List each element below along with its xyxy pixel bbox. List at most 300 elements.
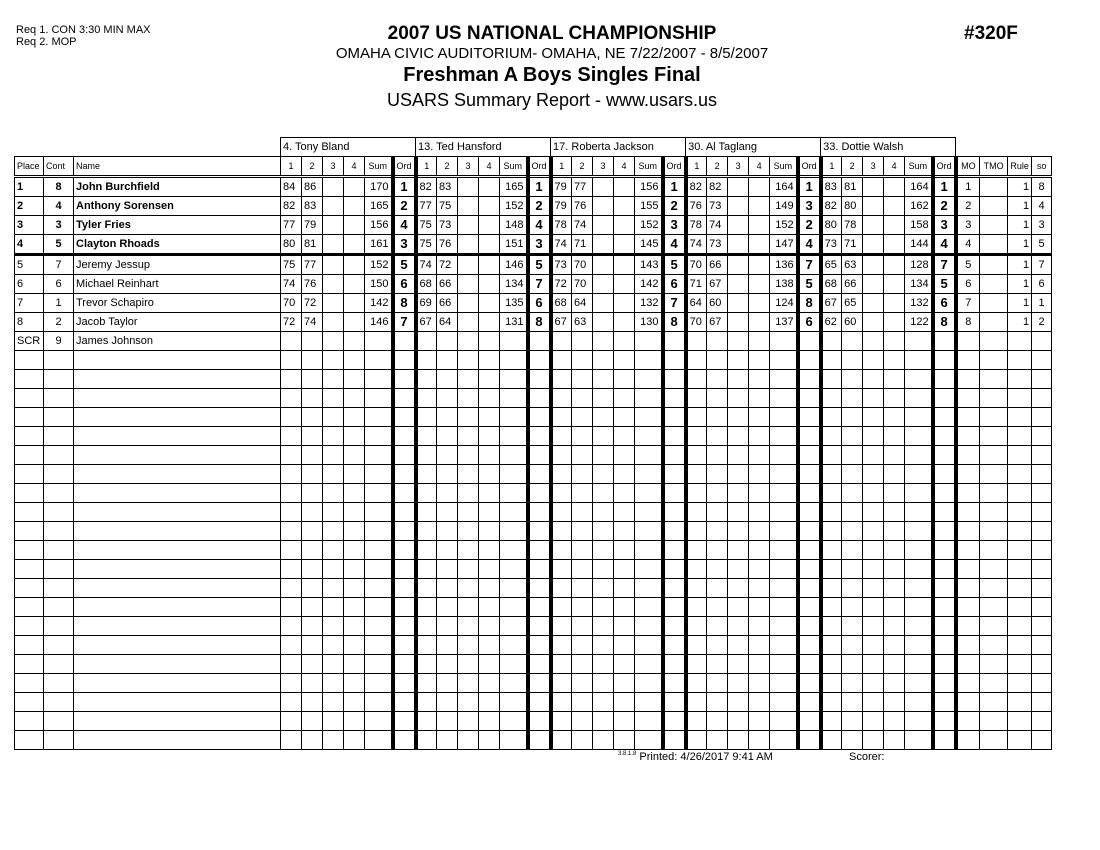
skater-name: John Burchfield bbox=[74, 177, 281, 197]
empty-cell bbox=[614, 427, 635, 446]
empty-cell bbox=[281, 541, 302, 560]
empty-cell bbox=[44, 446, 74, 465]
empty-cell bbox=[635, 389, 663, 408]
ordinal: 8 bbox=[528, 313, 551, 332]
empty-cell bbox=[798, 560, 821, 579]
empty-cell bbox=[686, 598, 707, 617]
empty-cell bbox=[344, 408, 365, 427]
empty-cell bbox=[614, 484, 635, 503]
score-1: 82 bbox=[416, 177, 437, 197]
empty-cell bbox=[458, 351, 479, 370]
ordinal: 2 bbox=[933, 197, 956, 216]
empty-cell bbox=[572, 617, 593, 636]
empty-cell bbox=[437, 408, 458, 427]
score-3 bbox=[458, 197, 479, 216]
score-1: 80 bbox=[821, 216, 842, 235]
empty-cell bbox=[365, 560, 393, 579]
empty-cell bbox=[416, 674, 437, 693]
empty-cell bbox=[281, 674, 302, 693]
empty-cell bbox=[365, 351, 393, 370]
empty-cell bbox=[74, 503, 281, 522]
empty-cell bbox=[956, 636, 980, 655]
empty-cell bbox=[437, 351, 458, 370]
empty-cell bbox=[44, 465, 74, 484]
empty-cell bbox=[44, 731, 74, 750]
empty-cell bbox=[551, 465, 572, 484]
empty-cell bbox=[842, 446, 863, 465]
empty-cell bbox=[884, 484, 905, 503]
empty-cell bbox=[635, 465, 663, 484]
ordinal: 6 bbox=[528, 294, 551, 313]
score-3 bbox=[458, 275, 479, 294]
empty-cell bbox=[74, 712, 281, 731]
score-sum bbox=[635, 332, 663, 351]
empty-cell bbox=[956, 541, 980, 560]
ordinal: 1 bbox=[933, 177, 956, 197]
empty-cell bbox=[614, 712, 635, 731]
empty-cell bbox=[393, 560, 416, 579]
majority-ordinal: 5 bbox=[956, 255, 980, 275]
empty-cell bbox=[798, 389, 821, 408]
empty-cell bbox=[281, 446, 302, 465]
empty-cell bbox=[393, 484, 416, 503]
empty-cell bbox=[905, 351, 933, 370]
empty-cell bbox=[863, 408, 884, 427]
empty-cell bbox=[15, 617, 44, 636]
empty-cell bbox=[956, 465, 980, 484]
contestant-number: 4 bbox=[44, 197, 74, 216]
score-sum: 170 bbox=[365, 177, 393, 197]
empty-cell bbox=[344, 693, 365, 712]
empty-cell bbox=[44, 370, 74, 389]
empty-cell bbox=[302, 370, 323, 389]
empty-cell bbox=[323, 427, 344, 446]
empty-cell bbox=[884, 579, 905, 598]
empty-cell bbox=[344, 731, 365, 750]
empty-cell bbox=[707, 712, 728, 731]
score-sum: 145 bbox=[635, 235, 663, 255]
score-4 bbox=[884, 332, 905, 351]
event-name: Freshman A Boys Singles Final bbox=[403, 64, 701, 86]
empty-cell bbox=[416, 370, 437, 389]
empty-cell bbox=[933, 446, 956, 465]
score-1 bbox=[281, 332, 302, 351]
score-3 bbox=[323, 197, 344, 216]
score-4 bbox=[344, 332, 365, 351]
ordinal: 3 bbox=[933, 216, 956, 235]
score-1: 72 bbox=[281, 313, 302, 332]
empty-cell bbox=[551, 389, 572, 408]
empty-cell bbox=[749, 351, 770, 370]
score-2: 79 bbox=[302, 216, 323, 235]
empty-cell bbox=[686, 655, 707, 674]
empty-cell bbox=[863, 427, 884, 446]
empty-cell bbox=[1008, 370, 1032, 389]
empty-cell bbox=[74, 693, 281, 712]
empty-cell bbox=[798, 674, 821, 693]
empty-cell bbox=[663, 484, 686, 503]
rule bbox=[1008, 332, 1032, 351]
score-4 bbox=[479, 275, 500, 294]
empty-cell bbox=[821, 351, 842, 370]
empty-row bbox=[15, 446, 1052, 465]
table-row bbox=[15, 216, 1052, 235]
score-sum: 132 bbox=[635, 294, 663, 313]
empty-cell bbox=[551, 674, 572, 693]
empty-cell bbox=[707, 579, 728, 598]
empty-cell bbox=[74, 674, 281, 693]
empty-cell bbox=[842, 693, 863, 712]
score-3 bbox=[863, 313, 884, 332]
score-3 bbox=[728, 216, 749, 235]
empty-cell bbox=[479, 446, 500, 465]
empty-cell bbox=[302, 389, 323, 408]
empty-cell bbox=[686, 579, 707, 598]
report-code: 3.8.1.8 bbox=[618, 751, 637, 757]
empty-cell bbox=[905, 598, 933, 617]
score-3 bbox=[458, 294, 479, 313]
empty-cell bbox=[593, 446, 614, 465]
empty-cell bbox=[884, 503, 905, 522]
empty-cell bbox=[821, 370, 842, 389]
empty-cell bbox=[842, 503, 863, 522]
score-1: 74 bbox=[551, 235, 572, 255]
empty-cell bbox=[842, 674, 863, 693]
empty-cell bbox=[770, 351, 798, 370]
empty-cell bbox=[821, 712, 842, 731]
empty-cell bbox=[956, 579, 980, 598]
empty-cell bbox=[905, 712, 933, 731]
empty-cell bbox=[323, 598, 344, 617]
empty-cell bbox=[74, 389, 281, 408]
col-judge-3-5: Ord bbox=[663, 157, 686, 177]
contestant-number: 6 bbox=[44, 275, 74, 294]
empty-cell bbox=[365, 522, 393, 541]
empty-cell bbox=[44, 636, 74, 655]
score-2: 75 bbox=[437, 197, 458, 216]
empty-cell bbox=[635, 560, 663, 579]
total-majority-ordinal bbox=[980, 313, 1008, 332]
score-sum: 162 bbox=[905, 197, 933, 216]
empty-cell bbox=[74, 636, 281, 655]
empty-cell bbox=[437, 370, 458, 389]
empty-cell bbox=[15, 408, 44, 427]
empty-cell bbox=[635, 579, 663, 598]
empty-cell bbox=[1008, 484, 1032, 503]
score-1: 78 bbox=[686, 216, 707, 235]
empty-cell bbox=[551, 408, 572, 427]
score-3 bbox=[458, 177, 479, 197]
printed-info bbox=[618, 751, 773, 763]
empty-cell bbox=[686, 693, 707, 712]
empty-row bbox=[15, 503, 1052, 522]
empty-cell bbox=[635, 655, 663, 674]
empty-cell bbox=[323, 674, 344, 693]
total-majority-ordinal bbox=[980, 235, 1008, 255]
score-sum: 155 bbox=[635, 197, 663, 216]
col-judge-2-3: 4 bbox=[479, 157, 500, 177]
empty-cell bbox=[1008, 351, 1032, 370]
score-3 bbox=[458, 313, 479, 332]
score-sum bbox=[500, 332, 528, 351]
col-judge-3-1: 2 bbox=[572, 157, 593, 177]
empty-cell bbox=[980, 465, 1008, 484]
score-sum: 130 bbox=[635, 313, 663, 332]
skater-name: James Johnson bbox=[74, 332, 281, 351]
score-3 bbox=[728, 275, 749, 294]
empty-cell bbox=[905, 408, 933, 427]
score-4 bbox=[749, 255, 770, 275]
empty-cell bbox=[635, 484, 663, 503]
empty-cell bbox=[572, 370, 593, 389]
empty-cell bbox=[593, 351, 614, 370]
empty-cell bbox=[821, 655, 842, 674]
empty-cell bbox=[884, 446, 905, 465]
col-judge-2-2: 3 bbox=[458, 157, 479, 177]
column-header-row bbox=[15, 157, 1052, 177]
empty-cell bbox=[344, 636, 365, 655]
score-2: 63 bbox=[842, 255, 863, 275]
empty-cell bbox=[933, 674, 956, 693]
empty-cell bbox=[416, 408, 437, 427]
empty-cell bbox=[821, 731, 842, 750]
empty-cell bbox=[842, 351, 863, 370]
ordinal: 3 bbox=[663, 216, 686, 235]
empty-cell bbox=[551, 598, 572, 617]
empty-cell bbox=[842, 712, 863, 731]
score-2: 86 bbox=[302, 177, 323, 197]
empty-cell bbox=[416, 446, 437, 465]
empty-cell bbox=[1008, 636, 1032, 655]
score-4 bbox=[344, 197, 365, 216]
score-sum: 134 bbox=[500, 275, 528, 294]
score-1: 74 bbox=[416, 255, 437, 275]
empty-cell bbox=[1032, 693, 1052, 712]
empty-cell bbox=[798, 503, 821, 522]
empty-cell bbox=[302, 465, 323, 484]
empty-cell bbox=[1032, 484, 1052, 503]
empty-cell bbox=[479, 731, 500, 750]
score-sum: 137 bbox=[770, 313, 798, 332]
empty-cell bbox=[365, 484, 393, 503]
judge-header-row bbox=[15, 138, 1052, 157]
ordinal: 2 bbox=[393, 197, 416, 216]
col-judge-4-3: 4 bbox=[749, 157, 770, 177]
empty-cell bbox=[479, 598, 500, 617]
empty-cell bbox=[980, 674, 1008, 693]
ordinal bbox=[528, 332, 551, 351]
score-sum: 165 bbox=[365, 197, 393, 216]
empty-cell bbox=[593, 560, 614, 579]
score-4 bbox=[614, 255, 635, 275]
col-rule: Rule bbox=[1008, 157, 1032, 177]
empty-cell bbox=[458, 503, 479, 522]
score-2: 83 bbox=[302, 197, 323, 216]
empty-cell bbox=[707, 465, 728, 484]
empty-cell bbox=[365, 370, 393, 389]
empty-cell bbox=[905, 655, 933, 674]
empty-cell bbox=[980, 541, 1008, 560]
empty-cell bbox=[281, 560, 302, 579]
empty-cell bbox=[980, 655, 1008, 674]
empty-cell bbox=[500, 389, 528, 408]
empty-cell bbox=[365, 446, 393, 465]
empty-cell bbox=[798, 370, 821, 389]
score-2: 70 bbox=[572, 255, 593, 275]
empty-cell bbox=[74, 617, 281, 636]
empty-row bbox=[15, 617, 1052, 636]
empty-cell bbox=[863, 389, 884, 408]
empty-cell bbox=[933, 522, 956, 541]
empty-row bbox=[15, 636, 1052, 655]
empty-cell bbox=[437, 465, 458, 484]
rule: 1 bbox=[1008, 197, 1032, 216]
empty-cell bbox=[663, 370, 686, 389]
empty-cell bbox=[956, 484, 980, 503]
skater-name: Anthony Sorensen bbox=[74, 197, 281, 216]
empty-cell bbox=[1008, 503, 1032, 522]
empty-cell bbox=[798, 636, 821, 655]
empty-cell bbox=[884, 408, 905, 427]
ordinal: 7 bbox=[528, 275, 551, 294]
score-1 bbox=[821, 332, 842, 351]
empty-cell bbox=[15, 541, 44, 560]
empty-cell bbox=[365, 465, 393, 484]
empty-cell bbox=[770, 465, 798, 484]
empty-cell bbox=[437, 522, 458, 541]
score-1: 67 bbox=[551, 313, 572, 332]
place: 7 bbox=[15, 294, 44, 313]
empty-cell bbox=[905, 465, 933, 484]
empty-cell bbox=[686, 408, 707, 427]
empty-cell bbox=[707, 655, 728, 674]
table-row bbox=[15, 177, 1052, 197]
requirement-1: Req 1. CON 3:30 MIN MAX bbox=[16, 24, 151, 36]
empty-cell bbox=[798, 693, 821, 712]
empty-cell bbox=[458, 408, 479, 427]
empty-cell bbox=[416, 731, 437, 750]
empty-cell bbox=[323, 617, 344, 636]
empty-cell bbox=[686, 446, 707, 465]
empty-cell bbox=[770, 636, 798, 655]
empty-cell bbox=[728, 579, 749, 598]
score-4 bbox=[614, 216, 635, 235]
score-4 bbox=[884, 235, 905, 255]
empty-cell bbox=[528, 522, 551, 541]
score-sum: 136 bbox=[770, 255, 798, 275]
score-2: 81 bbox=[302, 235, 323, 255]
empty-cell bbox=[393, 370, 416, 389]
empty-cell bbox=[1008, 731, 1032, 750]
ordinal: 1 bbox=[393, 177, 416, 197]
score-1: 83 bbox=[821, 177, 842, 197]
score-3 bbox=[323, 177, 344, 197]
empty-cell bbox=[44, 674, 74, 693]
empty-cell bbox=[593, 408, 614, 427]
empty-cell bbox=[15, 484, 44, 503]
score-4 bbox=[479, 294, 500, 313]
judge-name: 33. Dottie Walsh bbox=[821, 138, 956, 157]
empty-cell bbox=[365, 693, 393, 712]
ordinal: 2 bbox=[663, 197, 686, 216]
score-4 bbox=[479, 177, 500, 197]
empty-cell bbox=[344, 579, 365, 598]
empty-cell bbox=[458, 370, 479, 389]
empty-cell bbox=[933, 712, 956, 731]
empty-cell bbox=[458, 522, 479, 541]
empty-cell bbox=[980, 408, 1008, 427]
empty-cell bbox=[572, 731, 593, 750]
score-3 bbox=[863, 177, 884, 197]
empty-cell bbox=[15, 655, 44, 674]
empty-cell bbox=[884, 636, 905, 655]
majority-ordinal: 8 bbox=[956, 313, 980, 332]
score-1: 71 bbox=[686, 275, 707, 294]
score-1: 72 bbox=[551, 275, 572, 294]
empty-cell bbox=[365, 541, 393, 560]
empty-cell bbox=[416, 655, 437, 674]
empty-cell bbox=[614, 541, 635, 560]
empty-cell bbox=[863, 712, 884, 731]
empty-cell bbox=[44, 522, 74, 541]
empty-cell bbox=[933, 579, 956, 598]
empty-cell bbox=[821, 636, 842, 655]
empty-cell bbox=[1032, 731, 1052, 750]
empty-cell bbox=[528, 427, 551, 446]
empty-cell bbox=[798, 731, 821, 750]
empty-cell bbox=[302, 636, 323, 655]
empty-cell bbox=[479, 636, 500, 655]
empty-cell bbox=[956, 351, 980, 370]
empty-cell bbox=[635, 541, 663, 560]
col-judge-5-0: 1 bbox=[821, 157, 842, 177]
score-4 bbox=[479, 255, 500, 275]
score-4 bbox=[749, 275, 770, 294]
score-1: 82 bbox=[281, 197, 302, 216]
contestant-number: 9 bbox=[44, 332, 74, 351]
empty-cell bbox=[479, 465, 500, 484]
score-1: 82 bbox=[821, 197, 842, 216]
empty-cell bbox=[821, 674, 842, 693]
empty-cell bbox=[437, 503, 458, 522]
empty-cell bbox=[281, 522, 302, 541]
empty-row bbox=[15, 560, 1052, 579]
empty-cell bbox=[44, 427, 74, 446]
total-majority-ordinal bbox=[980, 197, 1008, 216]
empty-cell bbox=[437, 389, 458, 408]
empty-cell bbox=[437, 579, 458, 598]
empty-cell bbox=[821, 579, 842, 598]
empty-cell bbox=[770, 655, 798, 674]
score-4 bbox=[614, 177, 635, 197]
empty-cell bbox=[728, 446, 749, 465]
majority-ordinal: 2 bbox=[956, 197, 980, 216]
empty-cell bbox=[1008, 617, 1032, 636]
empty-cell bbox=[707, 370, 728, 389]
rule: 1 bbox=[1008, 294, 1032, 313]
skater-name: Clayton Rhoads bbox=[74, 235, 281, 255]
ordinal: 5 bbox=[798, 275, 821, 294]
score-sum: 146 bbox=[500, 255, 528, 275]
place: SCR bbox=[15, 332, 44, 351]
score-1: 64 bbox=[686, 294, 707, 313]
empty-cell bbox=[1032, 655, 1052, 674]
empty-cell bbox=[663, 693, 686, 712]
score-1: 70 bbox=[281, 294, 302, 313]
empty-cell bbox=[479, 351, 500, 370]
empty-cell bbox=[1032, 636, 1052, 655]
table-row bbox=[15, 332, 1052, 351]
